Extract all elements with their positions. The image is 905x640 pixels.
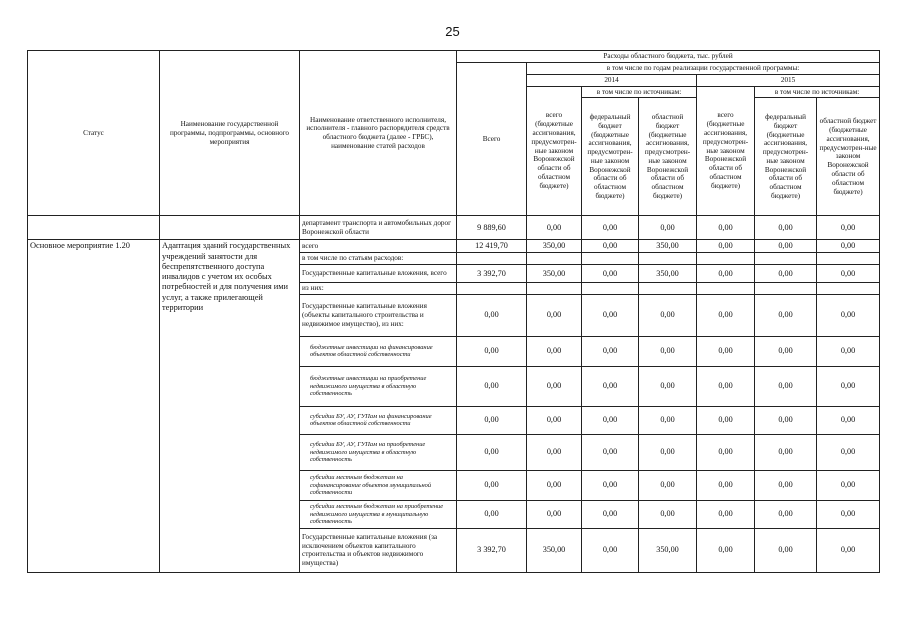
value-2014-all: 0,00	[527, 500, 582, 528]
value-2015-regional: 0,00	[817, 470, 880, 500]
empty-cell	[639, 253, 697, 265]
value-2015-federal: 0,00	[755, 470, 817, 500]
value-total: 0,00	[457, 500, 527, 528]
empty-cell	[527, 283, 582, 295]
value-2014-regional: 0,00	[639, 216, 697, 240]
empty-cell	[697, 283, 755, 295]
status-cell	[28, 216, 160, 240]
empty-cell	[817, 283, 880, 295]
value-2014-federal: 0,00	[582, 265, 639, 283]
empty-cell	[582, 253, 639, 265]
header-federal-2015: федеральный бюджет (бюджетные ассигнования, предусмотрен-ные законом Воронежской области об областном бюджете)	[755, 98, 817, 216]
header-all-2014: всего (бюджетные ассигнования, предусмотрен-ные законом Воронежской области об областном бюджете)	[527, 86, 582, 216]
program-cell	[160, 216, 300, 240]
value-2015-federal: 0,00	[755, 265, 817, 283]
empty-cell	[582, 283, 639, 295]
table-row	[28, 216, 880, 240]
row-label: из них:	[300, 283, 457, 295]
value-2014-federal: 0,00	[582, 406, 639, 434]
value-2014-federal: 0,00	[582, 528, 639, 572]
row-label: в том числе по статьям расходов:	[300, 253, 457, 265]
row-label: субсидии местным бюджетам на приобретение недвижимого имущества в муниципальную собственность	[300, 500, 457, 528]
value-total: 0,00	[457, 406, 527, 434]
value-2014-federal: 0,00	[582, 294, 639, 336]
value-2014-all: 0,00	[527, 406, 582, 434]
value-2014-all: 350,00	[527, 528, 582, 572]
header-sources-2015: в том числе по источникам:	[755, 86, 880, 98]
value-2014-federal: 0,00	[582, 336, 639, 366]
value-2015-regional: 0,00	[817, 336, 880, 366]
value-2014-regional: 0,00	[639, 294, 697, 336]
value-2014-regional: 0,00	[639, 336, 697, 366]
header-program: Наименование государственной программы, подпрограммы, основного мероприятия	[160, 51, 300, 216]
value-2015-regional: 0,00	[817, 240, 880, 253]
row-label: Государственные капитальные вложения (за исключением объектов капитального строительства и объектов недвижимого имущества)	[300, 528, 457, 572]
header-year-2014: 2014	[527, 74, 697, 86]
value-total: 12 419,70	[457, 240, 527, 253]
value-2015-federal: 0,00	[755, 434, 817, 470]
value-2015-regional: 0,00	[817, 294, 880, 336]
value-2015-federal: 0,00	[755, 406, 817, 434]
value-2014-all: 0,00	[527, 470, 582, 500]
value-total: 0,00	[457, 336, 527, 366]
header-by-years: в том числе по годам реализации государственной программы:	[527, 63, 880, 75]
value-2014-regional: 0,00	[639, 366, 697, 406]
value-2015-federal: 0,00	[755, 294, 817, 336]
row-label: всего	[300, 240, 457, 253]
value-2015-federal: 0,00	[755, 500, 817, 528]
main-name: Адаптация зданий государственных учреждений занятости для беспрепятственного доступа инвалидов с учетом их особых потребностей и для получения ими услуг, а также прилегающей территории	[160, 240, 300, 573]
value-2014-federal: 0,00	[582, 434, 639, 470]
header-total: Всего	[457, 63, 527, 216]
value-2015-federal: 0,00	[755, 528, 817, 572]
value-2015-federal: 0,00	[755, 216, 817, 240]
value-2015-regional: 0,00	[817, 406, 880, 434]
main-status: Основное мероприятие 1.20	[28, 240, 160, 573]
value-2014-regional: 0,00	[639, 470, 697, 500]
value-2014-regional: 0,00	[639, 434, 697, 470]
value-2015-federal: 0,00	[755, 366, 817, 406]
header-regional-2015: областной бюджет (бюджетные ассигнования, предусмотрен-ные законом Воронежской области об областном бюджете)	[817, 98, 880, 216]
empty-cell	[457, 253, 527, 265]
value-total: 9 889,60	[457, 216, 527, 240]
empty-cell	[527, 253, 582, 265]
value-2015-regional: 0,00	[817, 216, 880, 240]
row-label: Государственные капитальные вложения, всего	[300, 265, 457, 283]
row-label: субсидии БУ, АУ, ГУПам на финансирование объектов областной собственности	[300, 406, 457, 434]
value-2014-all: 0,00	[527, 366, 582, 406]
value-2014-all: 0,00	[527, 336, 582, 366]
empty-cell	[697, 253, 755, 265]
value-2014-all: 0,00	[527, 294, 582, 336]
budget-table	[27, 50, 880, 573]
value-2015-all: 0,00	[697, 336, 755, 366]
value-2015-all: 0,00	[697, 406, 755, 434]
value-2014-regional: 350,00	[639, 528, 697, 572]
value-2014-regional: 350,00	[639, 240, 697, 253]
table-row	[28, 240, 880, 253]
row-label: Государственные капитальные вложения (объекты капитального строительства и недвижимое имущество), из них:	[300, 294, 457, 336]
value-2014-federal: 0,00	[582, 240, 639, 253]
row-label: бюджетные инвестиции на приобретение недвижимого имущества в областную собственность	[300, 366, 457, 406]
value-2015-regional: 0,00	[817, 500, 880, 528]
value-2014-regional: 0,00	[639, 406, 697, 434]
value-2015-all: 0,00	[697, 366, 755, 406]
empty-cell	[639, 283, 697, 295]
header-expenses: Расходы областного бюджета, тыс. рублей	[457, 51, 880, 63]
value-2015-regional: 0,00	[817, 366, 880, 406]
header-regional-2014: областной бюджет (бюджетные ассигнования, предусмотрен-ные законом Воронежской области об областном бюджете)	[639, 98, 697, 216]
value-total: 0,00	[457, 434, 527, 470]
empty-cell	[817, 253, 880, 265]
value-total: 0,00	[457, 366, 527, 406]
value-2015-all: 0,00	[697, 294, 755, 336]
empty-cell	[457, 283, 527, 295]
header-sources-2014: в том числе по источникам:	[582, 86, 697, 98]
page-number: 25	[445, 24, 460, 39]
value-2015-all: 0,00	[697, 500, 755, 528]
header-executor: Наименование ответственного исполнителя, исполнителя - главного распорядителя средств областного бюджета (далее - ГРБС), наименование статей расходов	[300, 51, 457, 216]
value-2015-regional: 0,00	[817, 434, 880, 470]
value-2015-all: 0,00	[697, 528, 755, 572]
value-2014-federal: 0,00	[582, 500, 639, 528]
value-2015-all: 0,00	[697, 434, 755, 470]
header-year-2015: 2015	[697, 74, 880, 86]
header-all-2015: всего (бюджетные ассигнования, предусмотрен-ные законом Воронежской области об областном бюджете)	[697, 86, 755, 216]
empty-cell	[755, 283, 817, 295]
header-status: Статус	[28, 51, 160, 216]
value-total: 0,00	[457, 470, 527, 500]
row-label: бюджетные инвестиции на финансирование объектов областной собственности	[300, 336, 457, 366]
value-2015-all: 0,00	[697, 265, 755, 283]
value-2014-federal: 0,00	[582, 216, 639, 240]
row-label: субсидии местным бюджетам на софинансирование объектов муниципальной собственности	[300, 470, 457, 500]
value-2014-all: 0,00	[527, 434, 582, 470]
value-total: 3 392,70	[457, 265, 527, 283]
value-2014-regional: 0,00	[639, 500, 697, 528]
empty-cell	[755, 253, 817, 265]
value-2015-regional: 0,00	[817, 528, 880, 572]
value-2014-regional: 350,00	[639, 265, 697, 283]
value-2014-all: 350,00	[527, 265, 582, 283]
value-2015-all: 0,00	[697, 216, 755, 240]
value-2015-federal: 0,00	[755, 240, 817, 253]
value-2015-federal: 0,00	[755, 336, 817, 366]
value-2014-federal: 0,00	[582, 470, 639, 500]
value-2015-regional: 0,00	[817, 265, 880, 283]
row-label: субсидии БУ, АУ, ГУПам на приобретение недвижимого имущества в областную собственность	[300, 434, 457, 470]
value-2015-all: 0,00	[697, 470, 755, 500]
value-total: 0,00	[457, 294, 527, 336]
value-2014-federal: 0,00	[582, 366, 639, 406]
value-2014-all: 0,00	[527, 216, 582, 240]
value-2015-all: 0,00	[697, 240, 755, 253]
value-total: 3 392,70	[457, 528, 527, 572]
header-federal-2014: федеральный бюджет (бюджетные ассигнования, предусмотрен-ные законом Воронежской области об областном бюджете)	[582, 98, 639, 216]
value-2014-all: 350,00	[527, 240, 582, 253]
executor-cell: департамент транспорта и автомобильных дорог Воронежской области	[300, 216, 457, 240]
